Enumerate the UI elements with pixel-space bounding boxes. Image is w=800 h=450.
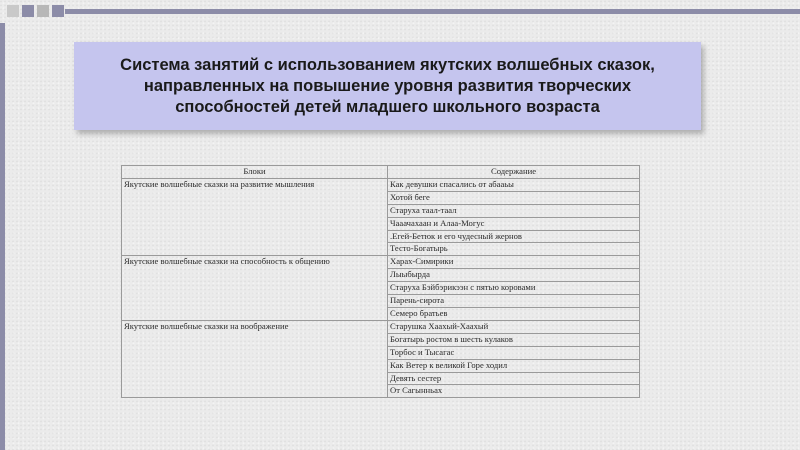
content-cell: Хотой беге xyxy=(388,191,640,204)
content-cell: Как девушки спасались от абааьы xyxy=(388,178,640,191)
deco-square xyxy=(52,5,64,17)
left-decorative-bar xyxy=(0,23,5,450)
content-cell: Торбос и Тысагас xyxy=(388,346,640,359)
block-cell: Якутские волшебные сказки на способность к общению xyxy=(122,256,388,321)
fairy-tales-table xyxy=(121,165,640,398)
header-content: Содержание xyxy=(388,166,640,179)
content-cell: Харах-Симирики xyxy=(388,256,640,269)
decorative-squares xyxy=(7,5,64,17)
content-cell: Парень-сирота xyxy=(388,295,640,308)
title-line: Система занятий с использованием якутских волшебных сказок, xyxy=(120,55,655,74)
deco-square xyxy=(7,5,19,17)
block-cell: Якутские волшебные сказки на воображение xyxy=(122,320,388,397)
content-cell: Чааачахаан и Алаа-Могус xyxy=(388,217,640,230)
content-cell: Старушка Хаахый-Хаахый xyxy=(388,320,640,333)
content-cell: Лыыбырда xyxy=(388,269,640,282)
slide-title-box xyxy=(74,42,701,130)
top-decorative-bar xyxy=(65,9,800,14)
content-cell: Семеро братьев xyxy=(388,307,640,320)
deco-square xyxy=(37,5,49,17)
block-cell: Якутские волшебные сказки на развитие мышления xyxy=(122,178,388,255)
header-blocks: Блоки xyxy=(122,166,388,179)
deco-square xyxy=(22,5,34,17)
content-cell: Как Ветер к великой Горе ходил xyxy=(388,359,640,372)
title-line: способностей детей младшего школьного возраста xyxy=(175,97,600,116)
content-cell: Тесто-Богатырь xyxy=(388,243,640,256)
title-line: направленных на повышение уровня развития творческих xyxy=(143,76,632,95)
content-cell: Старуха таал-таал xyxy=(388,204,640,217)
content-cell: Девять сестер xyxy=(388,372,640,385)
content-cell: От Сагынньах xyxy=(388,385,640,398)
content-cell: Богатырь ростом в шесть кулаков xyxy=(388,333,640,346)
content-cell: .Егей-Бетюк и его чудесный жернов xyxy=(388,230,640,243)
slide-title xyxy=(110,55,665,118)
content-cell: Старуха Бэйбэрикээн с пятью коровами xyxy=(388,282,640,295)
table-row xyxy=(122,178,640,191)
table-row xyxy=(122,320,640,333)
table-header-row xyxy=(122,166,640,179)
table-row xyxy=(122,256,640,269)
